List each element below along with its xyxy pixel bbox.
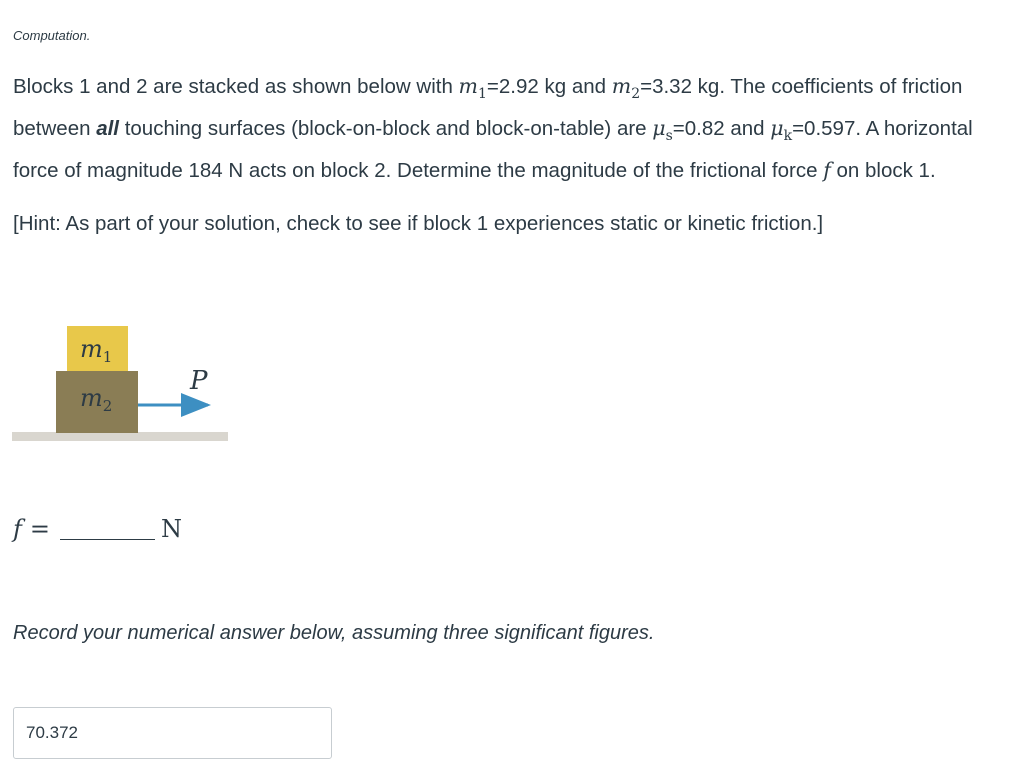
question-body: Blocks 1 and 2 are stacked as shown below with $m_1=2.92$ kg and $m_2=3.32$ kg. The coefficients of friction between all touching surfaces (block-on-block and block-on-table) are $\mu_s=0.82$ and $\mu_k=0.597$. A horizontal force of magnitude 184 N acts on block 2. Determine the magnitude of the frictional force f on block 1. xyxy=(13,74,973,183)
force-label: P xyxy=(190,366,208,396)
question-text xyxy=(13,69,1013,241)
m2-symbol: $m_2$ xyxy=(611,74,641,103)
block-diagram xyxy=(12,325,232,445)
answer-input[interactable] xyxy=(13,707,332,759)
f-variable: f xyxy=(13,515,22,543)
answer-equation xyxy=(13,515,182,543)
f-symbol: f xyxy=(823,158,831,183)
question-type-label: Computation. xyxy=(13,28,91,43)
equals-sign: = xyxy=(29,515,50,543)
mu-k-symbol: $\mu_k$ xyxy=(770,116,793,145)
block-1-label: $m_1$ xyxy=(80,335,113,366)
ground-surface xyxy=(12,432,228,441)
unit-label: N xyxy=(161,515,182,543)
answer-blank xyxy=(60,539,155,540)
m1-symbol: $m_1$ xyxy=(458,74,487,103)
block-2-label: $m_2$ xyxy=(80,384,113,415)
mu-s-symbol: $\mu_s$ xyxy=(652,116,673,145)
emphasis-all: all xyxy=(96,117,119,141)
hint-text: [Hint: As part of your solution, check to see if block 1 experiences static or kinetic friction.] xyxy=(13,212,824,236)
instruction-text: Record your numerical answer below, assuming three significant figures. xyxy=(13,622,655,644)
